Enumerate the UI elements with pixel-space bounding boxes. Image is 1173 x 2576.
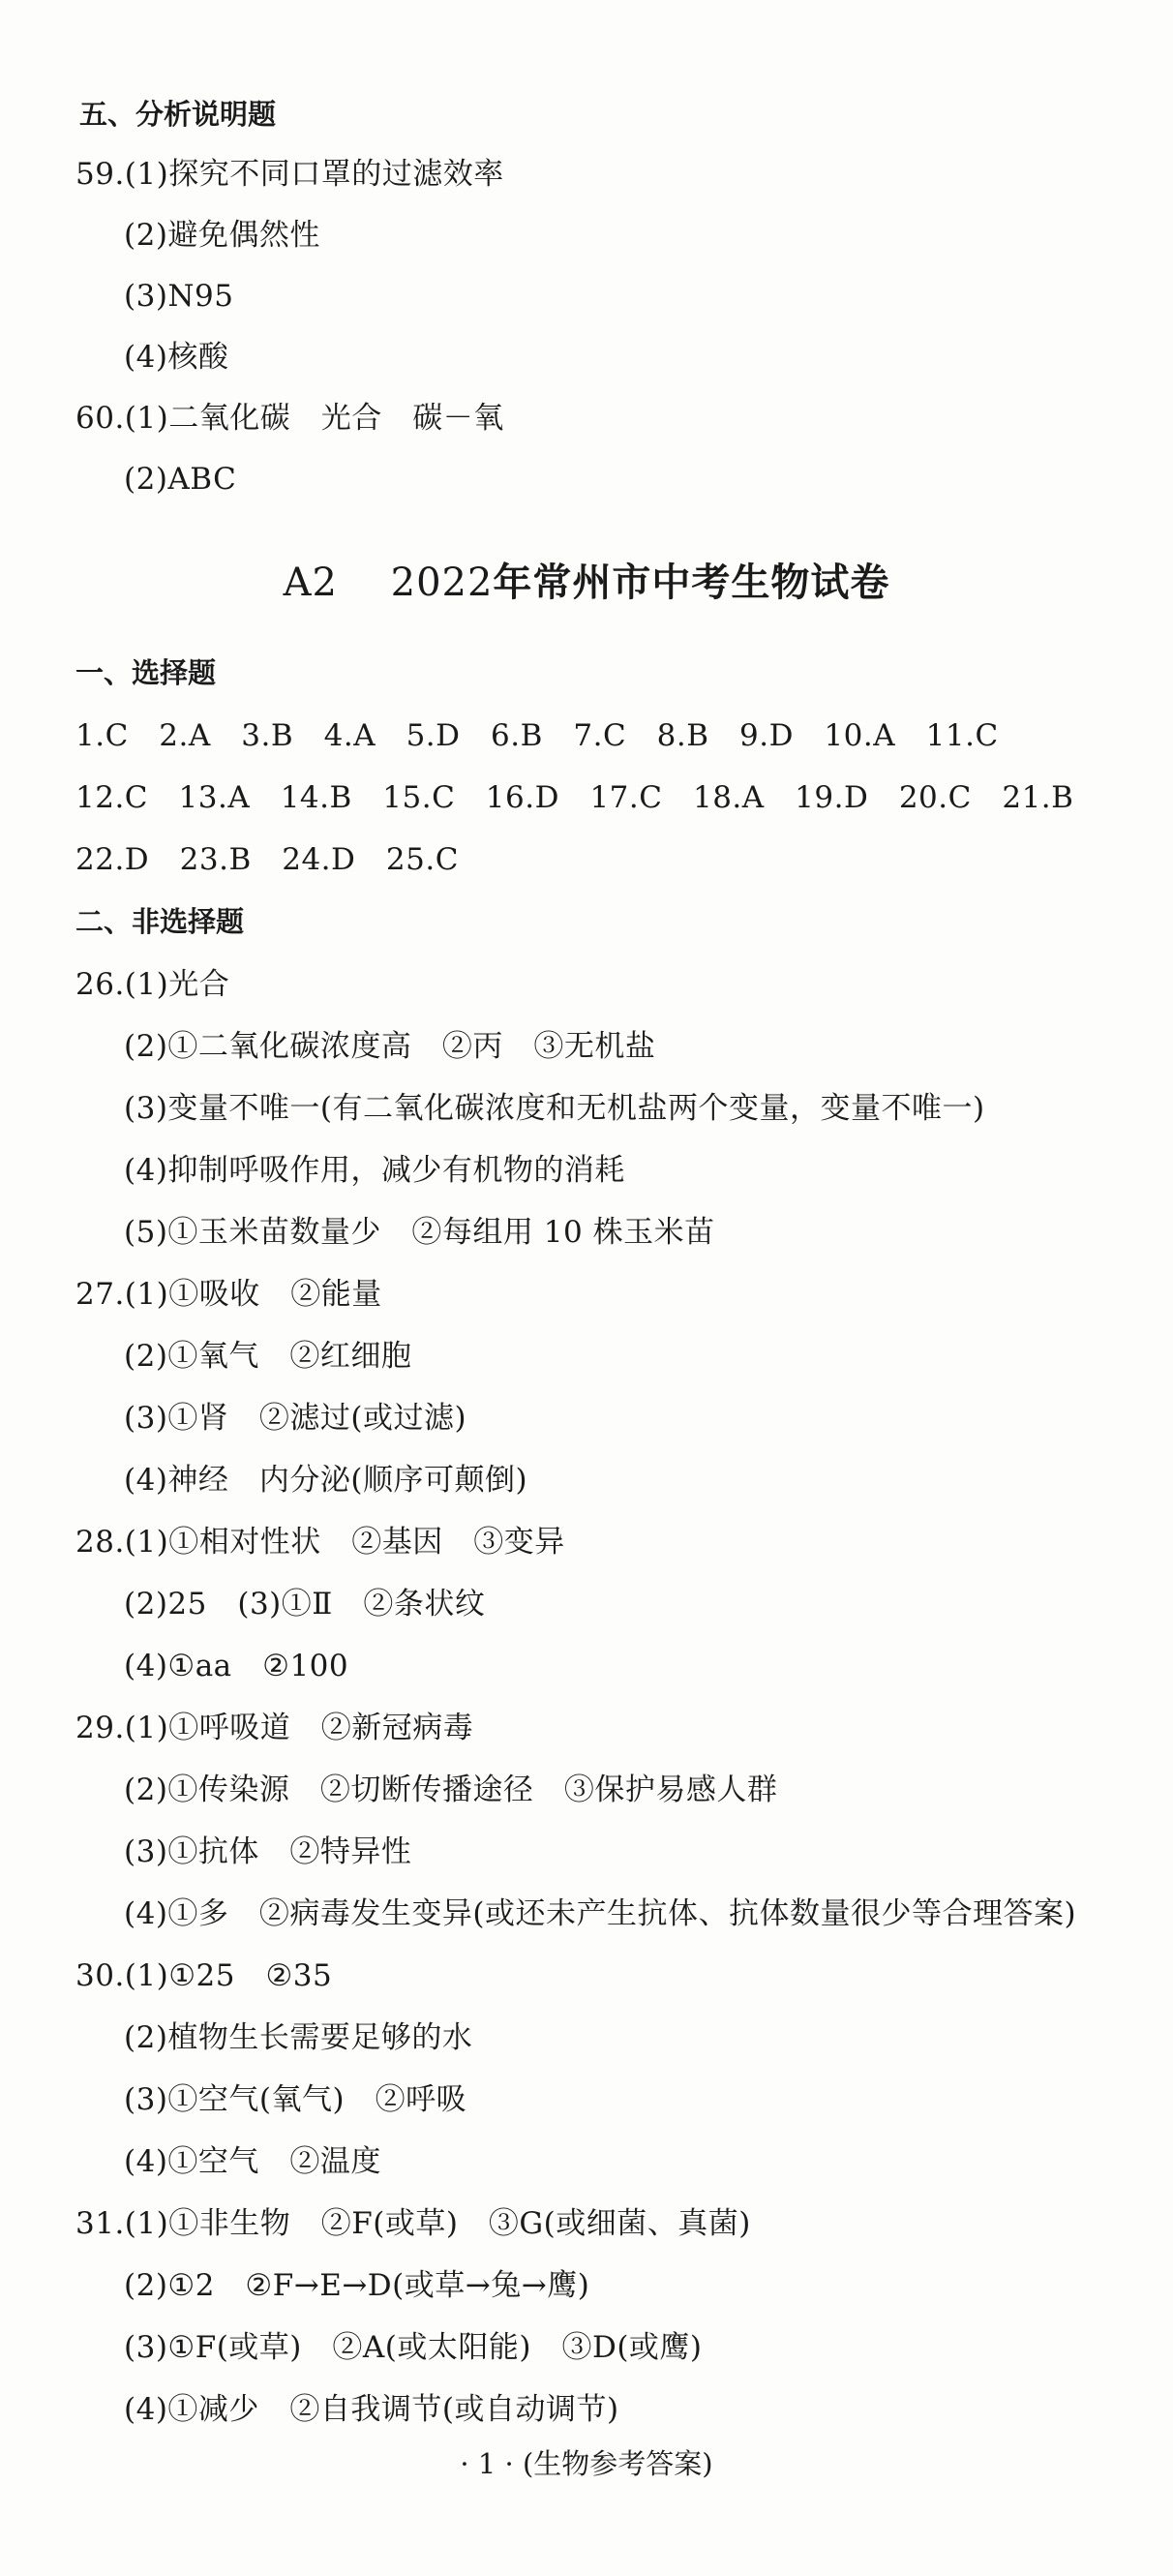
answer-line: (2)植物生长需要足够的水 <box>124 2020 473 2055</box>
answer-line: (2)避免偶然性 <box>124 218 320 253</box>
answer-line: (3)N95 <box>124 279 234 314</box>
answer-line: (4)核酸 <box>124 340 229 375</box>
answer-line: 31.(1)①非生物 ②F(或草) ③G(或细菌、真菌) <box>75 2206 751 2241</box>
answer-line: 30.(1)①25 ②35 <box>75 1958 333 1993</box>
section-header-nonchoice: 二、非选择题 <box>75 905 245 938</box>
exam-year: 2022 <box>390 561 494 605</box>
answer-line: (4)神经 内分泌(顺序可颠倒) <box>124 1463 528 1498</box>
answer-line: 28.(1)①相对性状 ②基因 ③变异 <box>75 1525 565 1560</box>
answer-line: (4)①减少 ②自我调节(或自动调节) <box>124 2392 619 2427</box>
answer-line: 12.C 13.A 14.B 15.C 16.D 17.C 18.A 19.D 20.C 21.B <box>75 780 1074 815</box>
answer-line: (5)①玉米苗数量少 ②每组用 10 株玉米苗 <box>124 1215 715 1250</box>
exam-title-text: 年常州市中考生物试卷 <box>493 561 890 605</box>
answer-line: (2)①2 ②F→E→D(或草→兔→鹰) <box>124 2268 590 2303</box>
page-footer <box>0 2444 1173 2483</box>
answer-line: 27.(1)①吸收 ②能量 <box>75 1277 382 1312</box>
exam-code: A2 <box>283 561 338 605</box>
page-number: · 1 · <box>460 2447 514 2480</box>
answer-line: (3)①空气(氧气) ②呼吸 <box>124 2082 467 2117</box>
answer-line: 22.D 23.B 24.D 25.C <box>75 842 459 877</box>
answer-line: 26.(1)光合 <box>75 967 230 1002</box>
answer-line: (2)①二氧化碳浓度高 ②丙 ③无机盐 <box>124 1029 656 1064</box>
answer-line: (2)ABC <box>124 462 237 497</box>
answer-line: (4)①多 ②病毒发生变异(或还未产生抗体、抗体数量很少等合理答案) <box>124 1896 1077 1931</box>
answer-line: (3)①肾 ②滤过(或过滤) <box>124 1401 467 1436</box>
answer-line: (2)25 (3)①Ⅱ ②条状纹 <box>124 1587 486 1621</box>
answer-line: (3)变量不唯一(有二氧化碳浓度和无机盐两个变量，变量不唯一) <box>124 1091 985 1126</box>
exam-title <box>0 556 1173 610</box>
answer-line: 60.(1)二氧化碳 光合 碳－氧 <box>75 401 504 436</box>
section-header-choice: 一、选择题 <box>75 656 217 689</box>
answer-line: (4)抑制呼吸作用，减少有机物的消耗 <box>124 1153 625 1188</box>
answer-line: (3)①F(或草) ②A(或太阳能) ③D(或鹰) <box>124 2330 703 2365</box>
answer-line: 59.(1)探究不同口罩的过滤效率 <box>75 157 504 192</box>
footer-label: (生物参考答案) <box>522 2447 713 2480</box>
answer-line: 1.C 2.A 3.B 4.A 5.D 6.B 7.C 8.B 9.D 10.A 11.C <box>75 718 999 753</box>
answer-line: (2)①传染源 ②切断传播途径 ③保护易感人群 <box>124 1773 778 1807</box>
answer-line: (4)①空气 ②温度 <box>124 2144 381 2179</box>
answer-line: 29.(1)①呼吸道 ②新冠病毒 <box>75 1711 474 1745</box>
section-header-analysis: 五、分析说明题 <box>79 98 277 131</box>
answer-line: (4)①aa ②100 <box>124 1649 349 1683</box>
answer-line: (2)①氧气 ②红细胞 <box>124 1339 412 1374</box>
answer-line: (3)①抗体 ②特异性 <box>124 1834 412 1869</box>
